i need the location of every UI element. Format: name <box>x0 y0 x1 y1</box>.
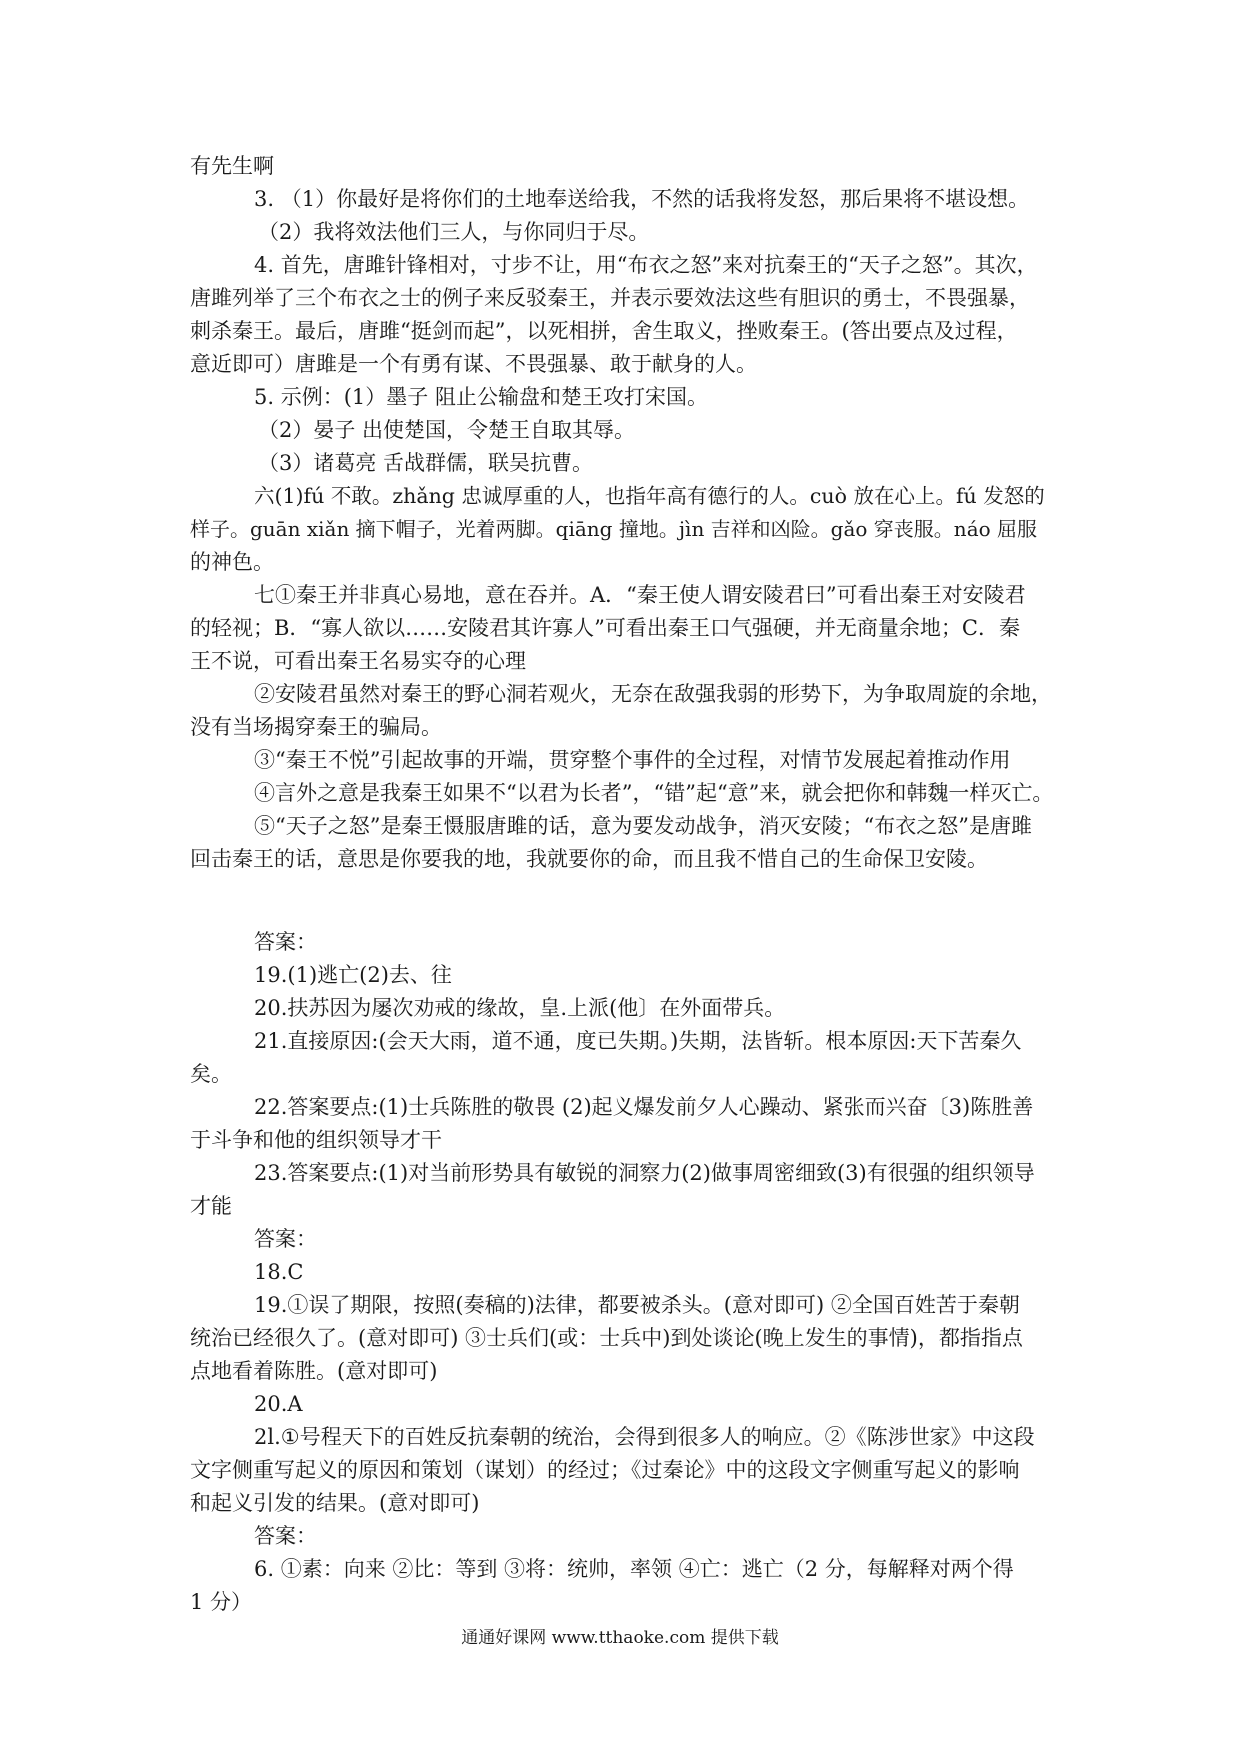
text-line: 19.①误了期限，按照(奏稿的)法律，都要被杀头。(意对即可) ②全国百姓苦于秦朝 <box>254 1293 1020 1317</box>
text-line: 答案： <box>254 930 317 954</box>
text-line: 样子。guān xiǎn 摘下帽子，光着两脚。qiāng 撞地。jìn 吉祥和凶险。gǎo 穿丧服。náo 屈服 <box>190 517 1038 541</box>
text-line: （2）我将效法他们三人，与你同归于尽。 <box>258 220 650 244</box>
text-line: 文字侧重写起义的原因和策划（谋划）的经过；《过秦论》中的这段文字侧重写起义的影响 <box>190 1458 1020 1482</box>
document-body <box>190 150 1055 1619</box>
text-line: 没有当场揭穿秦王的骗局。 <box>190 715 442 739</box>
text-line: 19.(1)逃亡(2)去、往 <box>254 963 452 987</box>
paragraph-gap <box>190 876 1055 926</box>
text-line: 2l.①号程天下的百姓反抗秦朝的统治，会得到很多人的响应。②《陈涉世家》中这段 <box>254 1425 1035 1449</box>
text-line: ④言外之意是我秦王如果不“以君为长者”，“错”起“意”来，就会把你和韩魏一样灭亡。 <box>254 781 1054 805</box>
text-line: 5. 示例：(1）墨子 阻止公输盘和楚王攻打宋国。 <box>254 385 708 409</box>
page-footer: 通通好课网 www.tthaoke.com 提供下载 <box>461 1628 779 1648</box>
text-line: 意近即可）唐雎是一个有勇有谋、不畏强暴、敢于献身的人。 <box>190 352 757 376</box>
text-line: 矣。 <box>190 1062 232 1086</box>
text-line: 20.扶苏因为屡次劝戒的缘故，皇.上派(他〕在外面带兵。 <box>254 996 786 1020</box>
text-line: 有先生啊 <box>190 154 274 178</box>
text-line: （3）诸葛亮 舌战群儒，联吴抗曹。 <box>258 451 594 475</box>
text-line: 六(1)fú 不敢。zhǎng 忠诚厚重的人，也指年高有德行的人。cuò 放在心上。fú 发怒的 <box>254 484 1045 508</box>
text-line: 王不说，可看出秦王名易实夺的心理 <box>190 649 526 673</box>
text-line: 的轻视；B．“寡人欲以……安陵君其许寡人”可看出秦王口气强硬，并无商量余地；C．秦 <box>190 616 1020 640</box>
text-line: ③“秦王不悦”引起故事的开端，贯穿整个事件的全过程，对情节发展起着推动作用 <box>254 748 1011 772</box>
text-line: 回击秦王的话，意思是你要我的地，我就要你的命，而且我不惜自己的生命保卫安陵。 <box>190 847 988 871</box>
text-line: 6. ①素：向来 ②比：等到 ③将：统帅，率领 ④亡：逃亡（2 分，每解释对两个得 <box>254 1557 1014 1581</box>
text-line: 的神色。 <box>190 550 274 574</box>
text-line: 22.答案要点:(1)士兵陈胜的敬畏 (2)起义爆发前夕人心躁动、紧张而兴奋〔3)陈胜善 <box>254 1095 1034 1119</box>
text-line: 才能 <box>190 1194 232 1218</box>
text-line: （2）晏子 出使楚国，令楚王自取其辱。 <box>258 418 636 442</box>
text-line: 答案： <box>254 1227 317 1251</box>
text-line: 点地看着陈胜。(意对即可) <box>190 1359 438 1383</box>
text-line: 答案： <box>254 1524 317 1548</box>
text-line: 20.A <box>254 1392 303 1416</box>
text-line: 18.C <box>254 1260 304 1284</box>
text-line: 1 分） <box>190 1590 253 1614</box>
text-line: 和起义引发的结果。(意对即可) <box>190 1491 480 1515</box>
text-line: 23.答案要点:(1)对当前形势具有敏锐的洞察力(2)做事周密细致(3)有很强的组织领导 <box>254 1161 1035 1185</box>
text-line: 4. 首先，唐雎针锋相对，寸步不让，用“布衣之怒”来对抗秦王的“天子之怒”。其次， <box>254 253 1038 277</box>
text-line: 唐雎列举了三个布衣之士的例子来反驳秦王，并表示要效法这些有胆识的勇士，不畏强暴， <box>190 286 1030 310</box>
text-line: 刺杀秦王。最后，唐雎“挺剑而起”，以死相拼，舍生取义，挫败秦王。(答出要点及过程， <box>190 319 1018 343</box>
text-line: ⑤“天子之怒”是秦王慑服唐雎的话，意为要发动战争，消灭安陵；“布衣之怒”是唐雎 <box>254 814 1032 838</box>
text-line: 21.直接原因:(会天大雨，道不通，度已失期。)失期，法皆斩。根本原因:天下苦秦久 <box>254 1029 1022 1053</box>
text-line: 七①秦王并非真心易地，意在吞并。A．“秦王使人谓安陵君曰”可看出秦王对安陵君 <box>254 583 1026 607</box>
text-line: 统治已经很久了。(意对即可) ③士兵们(或：士兵中)到处谈论(晚上发生的事情)，都指指点 <box>190 1326 1023 1350</box>
text-line: 3. （1）你最好是将你们的土地奉送给我，不然的话我将发怒，那后果将不堪设想。 <box>254 187 1030 211</box>
text-line: ②安陵君虽然对秦王的野心洞若观火，无奈在敌强我弱的形势下，为争取周旋的余地， <box>254 682 1052 706</box>
text-line: 于斗争和他的组织领导才干 <box>190 1128 442 1152</box>
